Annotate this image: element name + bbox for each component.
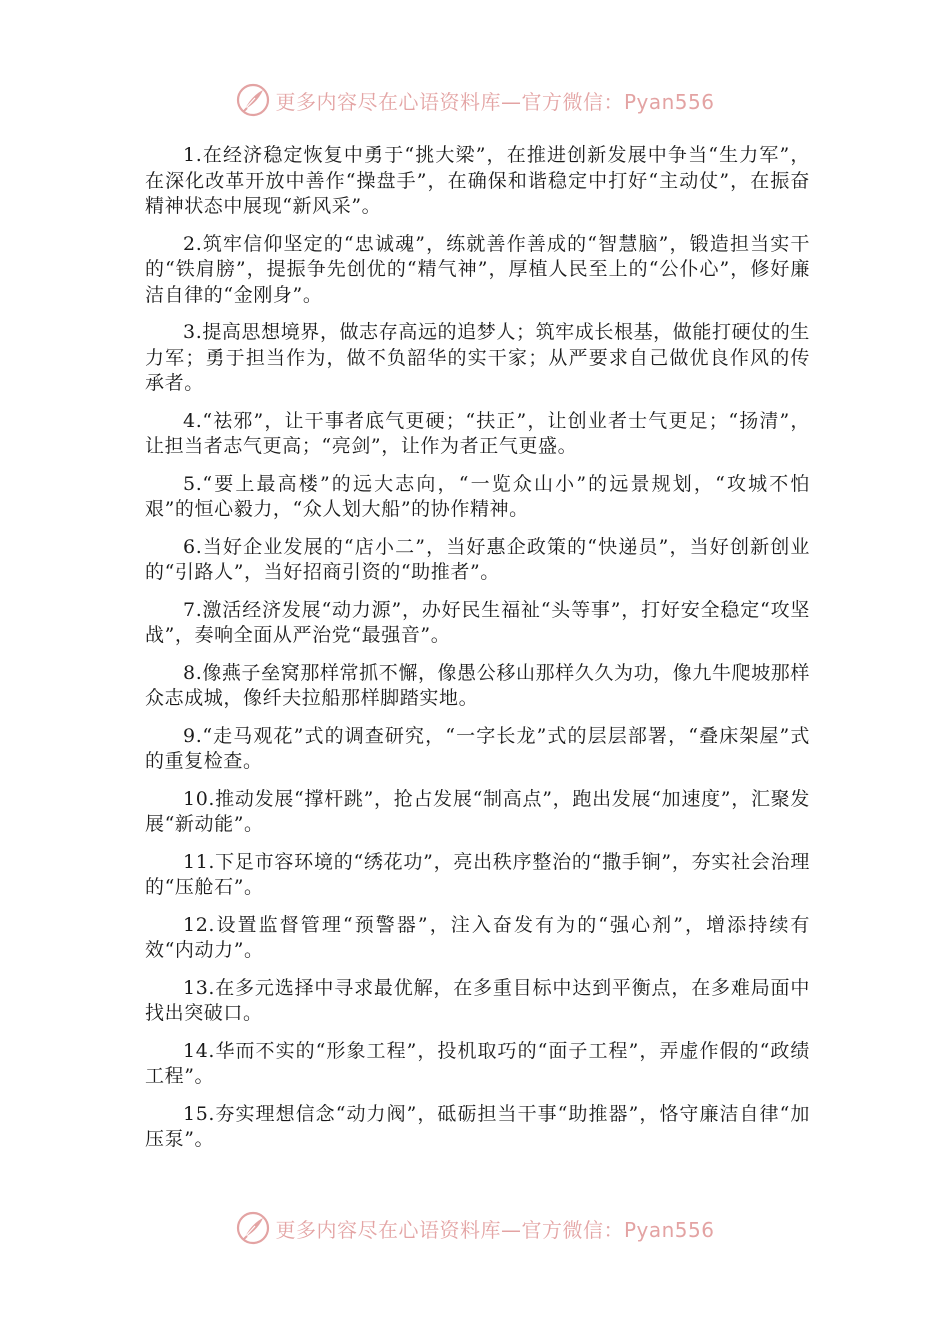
paragraph-15: 15.夯实理想信念“动力阀”，砥砺担当干事“助推器”，恪守廉洁自律“加压泵”。 <box>145 1102 810 1150</box>
paragraph-2: 2.筑牢信仰坚定的“忠诚魂”，练就善作善成的“智慧脑”，锻造担当实干的“铁肩膀”，提振争先创优的“精气神”，厚植人民至上的“公仆心”，修好廉洁自律的“金刚身”。 <box>145 232 810 306</box>
footer-banner-text: 更多内容尽在心语资料库—官方微信：Pyan556 <box>275 1217 715 1242</box>
paragraph-8: 8.像燕子垒窝那样常抓不懈，像愚公移山那样久久为功，像九牛爬坡那样众志成城，像纤夫拉船那样脚踏实地。 <box>145 661 810 709</box>
paragraph-5: 5.“要上最高楼”的远大志向，“一览众山小”的远景规划，“攻城不怕艰”的恒心毅力，“众人划大船”的协作精神。 <box>145 472 810 520</box>
paragraph-9: 9.“走马观花”式的调查研究，“一字长龙”式的层层部署，“叠床架屋”式的重复检查。 <box>145 724 810 772</box>
paragraph-12: 12.设置监督管理“预警器”，注入奋发有为的“强心剂”，增添持续有效“内动力”。 <box>145 913 810 961</box>
header-banner <box>0 80 950 120</box>
paragraph-6: 6.当好企业发展的“店小二”，当好惠企政策的“快递员”，当好创新创业的“引路人”，当好招商引资的“助推者”。 <box>145 535 810 583</box>
paragraph-4: 4.“祛邪”，让干事者底气更硬；“扶正”，让创业者士气更足；“扬清”，让担当者志气更高；“亮剑”，让作为者正气更盛。 <box>145 409 810 457</box>
paragraph-10: 10.推动发展“撑杆跳”，抢占发展“制高点”，跑出发展“加速度”，汇聚发展“新动能”。 <box>145 787 810 835</box>
feather-pen-icon <box>235 1210 271 1246</box>
feather-pen-icon <box>235 82 271 118</box>
paragraph-7: 7.激活经济发展“动力源”，办好民生福祉“头等事”，打好安全稳定“攻坚战”，奏响全面从严治党“最强音”。 <box>145 598 810 646</box>
document-body <box>145 143 810 1165</box>
paragraph-13: 13.在多元选择中寻求最优解，在多重目标中达到平衡点，在多难局面中找出突破口。 <box>145 976 810 1024</box>
paragraph-3: 3.提高思想境界，做志存高远的追梦人；筑牢成长根基，做能打硬仗的生力军；勇于担当作为，做不负韶华的实干家；从严要求自己做优良作风的传承者。 <box>145 321 810 394</box>
header-banner-text: 更多内容尽在心语资料库—官方微信：Pyan556 <box>275 89 715 114</box>
paragraph-11: 11.下足市容环境的“绣花功”，亮出秩序整治的“撒手锏”，夯实社会治理的“压舱石”。 <box>145 850 810 898</box>
paragraph-1: 1.在经济稳定恢复中勇于“挑大梁”，在推进创新发展中争当“生力军”，在深化改革开放中善作“操盘手”，在确保和谐稳定中打好“主动仗”，在振奋精神状态中展现“新风采”。 <box>145 144 810 217</box>
footer-banner <box>0 1208 950 1248</box>
paragraph-14: 14.华而不实的“形象工程”，投机取巧的“面子工程”，弄虚作假的“政绩工程”。 <box>145 1039 810 1087</box>
